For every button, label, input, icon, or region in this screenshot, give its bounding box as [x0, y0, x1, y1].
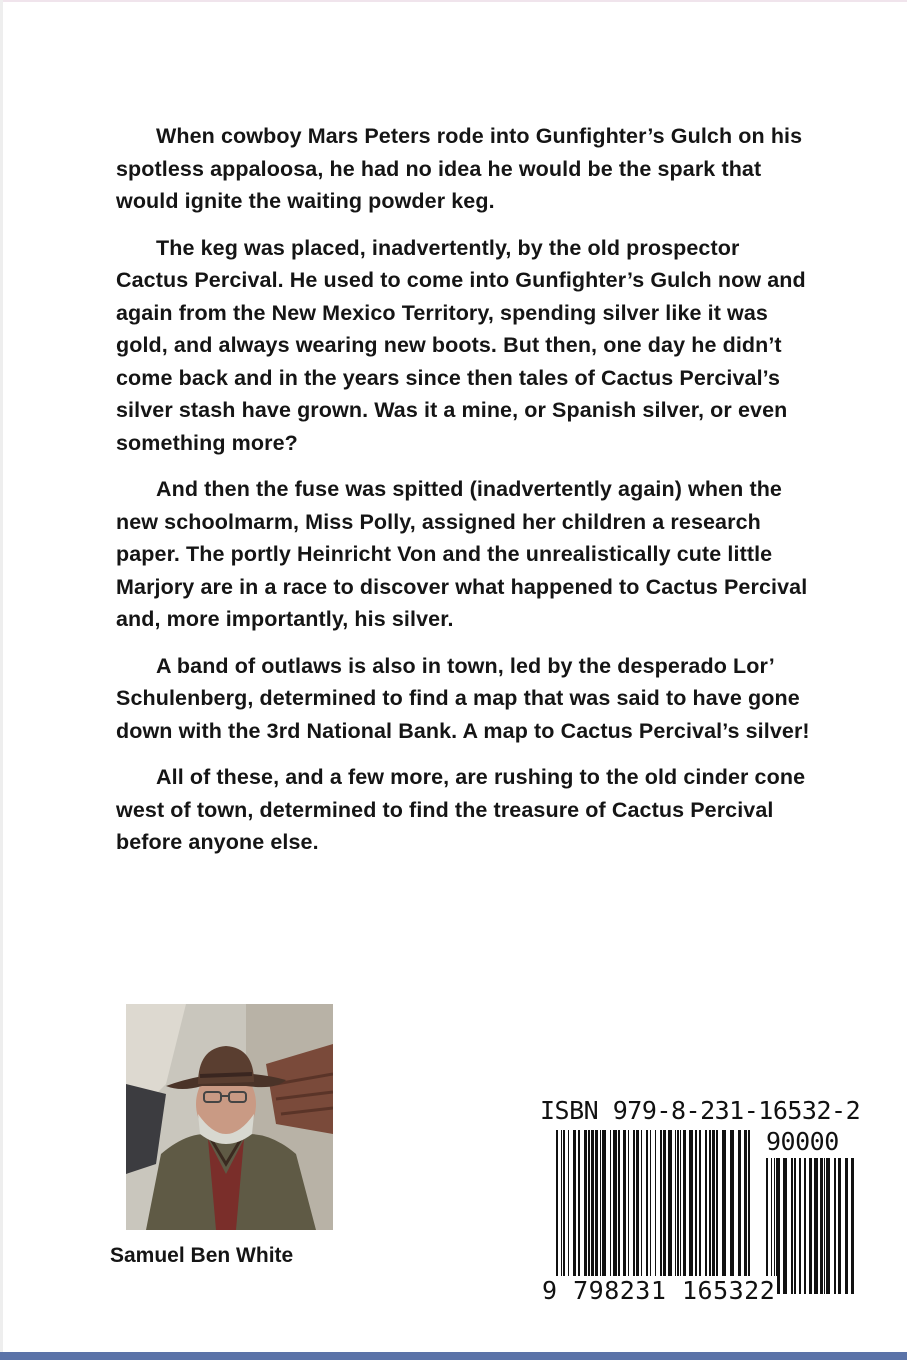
left-edge-rule: [0, 0, 3, 1360]
blurb-paragraph-2: The keg was placed, inadvertently, by the old prospector Cactus Percival. He used to come into Gunfighter’s Gulch now and again from the New Mexico Territory, spending silver like it was gold, and always wearing new boots. But then, one day he didn’t come back and in the years since then tales of Cactus Percival’s silver stash have grown. Was it a mine, or Spanish silver, or even something more?: [116, 235, 806, 455]
top-edge-rule: [0, 0, 907, 2]
bottom-band: [0, 1352, 907, 1360]
author-name: Samuel Ben White: [110, 1244, 294, 1267]
back-cover-blurb: [116, 120, 816, 873]
blurb-paragraph-5: All of these, and a few more, are rushing to the old cinder cone west of town, determined to find the treasure of Cactus Percival before anyone else.: [116, 765, 806, 854]
author-photo: [126, 1004, 333, 1230]
isbn-label: ISBN 979-8-231-16532-2: [540, 1096, 861, 1125]
blurb-paragraph-3: And then the fuse was spitted (inadvertently again) when the new schoolmarm, Miss Polly, assigned her children a research paper. The portly Heinricht Von and the unrealistically cute little Marjory are in a race to discover what happened to Cactus Percival and, more importantly, his silver.: [116, 477, 808, 631]
blurb-paragraph-1: When cowboy Mars Peters rode into Gunfighter’s Gulch on his spotless appaloosa, he had no idea he would be the spark that would ignite the waiting powder keg.: [116, 124, 803, 213]
blurb-paragraph-4: A band of outlaws is also in town, led by the desperado Lor’ Schulenberg, determined to find a map that was said to have gone down with the 3rd National Bank. A map to Cactus Percival’s silver!: [116, 653, 810, 743]
price-addon-barcode: [766, 1158, 854, 1294]
barcode-digits: 9 798231 165322: [542, 1276, 776, 1305]
price-code: 90000: [766, 1127, 839, 1156]
isbn-barcode: [556, 1130, 754, 1296]
